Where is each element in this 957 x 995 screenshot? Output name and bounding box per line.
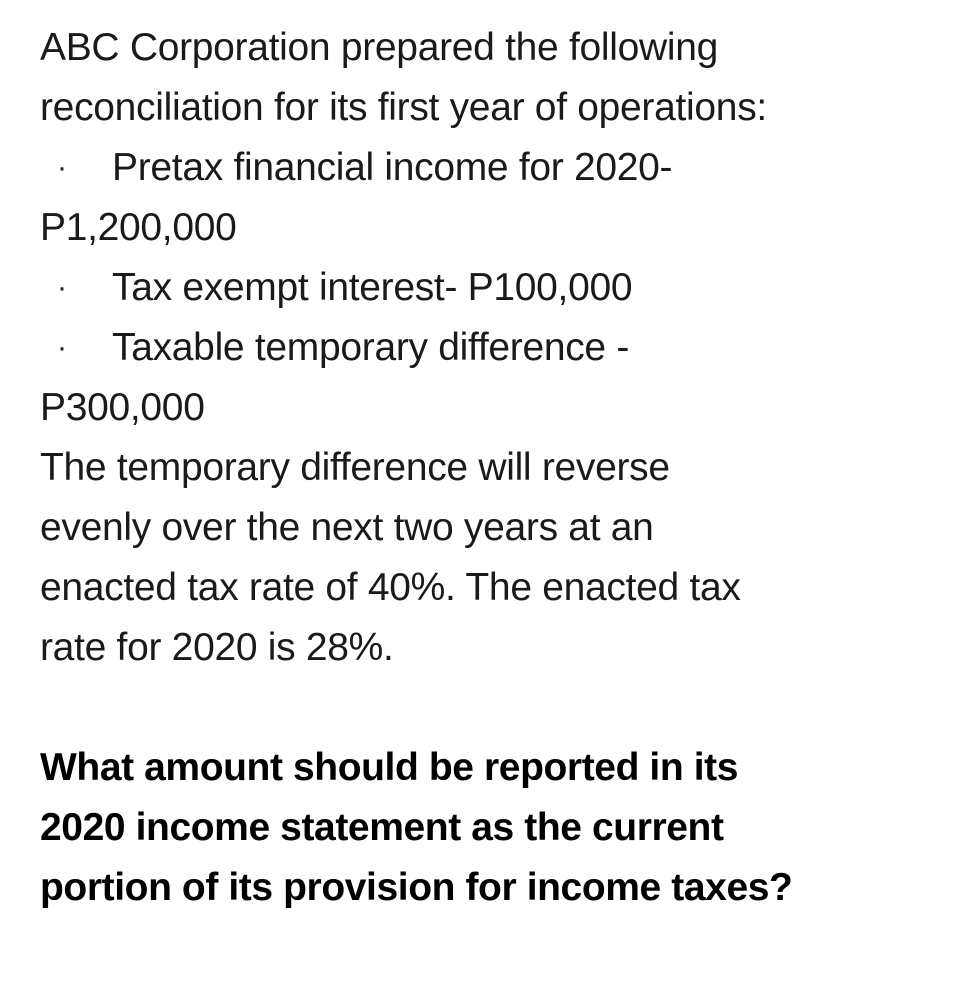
bullet-icon: ·: [57, 271, 67, 304]
paragraph-line-3: enacted tax rate of 40%. The enacted tax: [40, 566, 741, 609]
paragraph-line-2: evenly over the next two years at an: [40, 506, 654, 549]
question-line-2: 2020 income statement as the current: [40, 806, 724, 849]
bullet-icon: ·: [57, 331, 67, 364]
bullet-text: Taxable temporary difference -: [112, 326, 630, 369]
bullet-item-pretax-income: [40, 138, 940, 198]
question-line-3: portion of its provision for income taxes?: [40, 866, 793, 909]
question-line-1: What amount should be reported in its: [40, 746, 739, 789]
bullet-continuation: P1,200,000: [40, 206, 237, 249]
paragraph-line-1: The temporary difference will reverse: [40, 446, 670, 489]
paragraph-line-4: rate for 2020 is 28%.: [40, 626, 394, 669]
bullet-item-temporary-difference: [40, 318, 940, 378]
section-spacer: [40, 678, 940, 738]
bullet-text: Tax exempt interest- P100,000: [112, 266, 633, 309]
bullet-text: Pretax financial income for 2020-: [112, 146, 673, 189]
intro-line-1: ABC Corporation prepared the following: [40, 26, 718, 69]
bullet-continuation: P300,000: [40, 386, 205, 429]
problem-document: [40, 18, 940, 918]
bullet-icon: ·: [57, 151, 67, 184]
intro-line-2: reconciliation for its first year of operations:: [40, 86, 767, 129]
bullet-item-tax-exempt-interest: [40, 258, 940, 318]
